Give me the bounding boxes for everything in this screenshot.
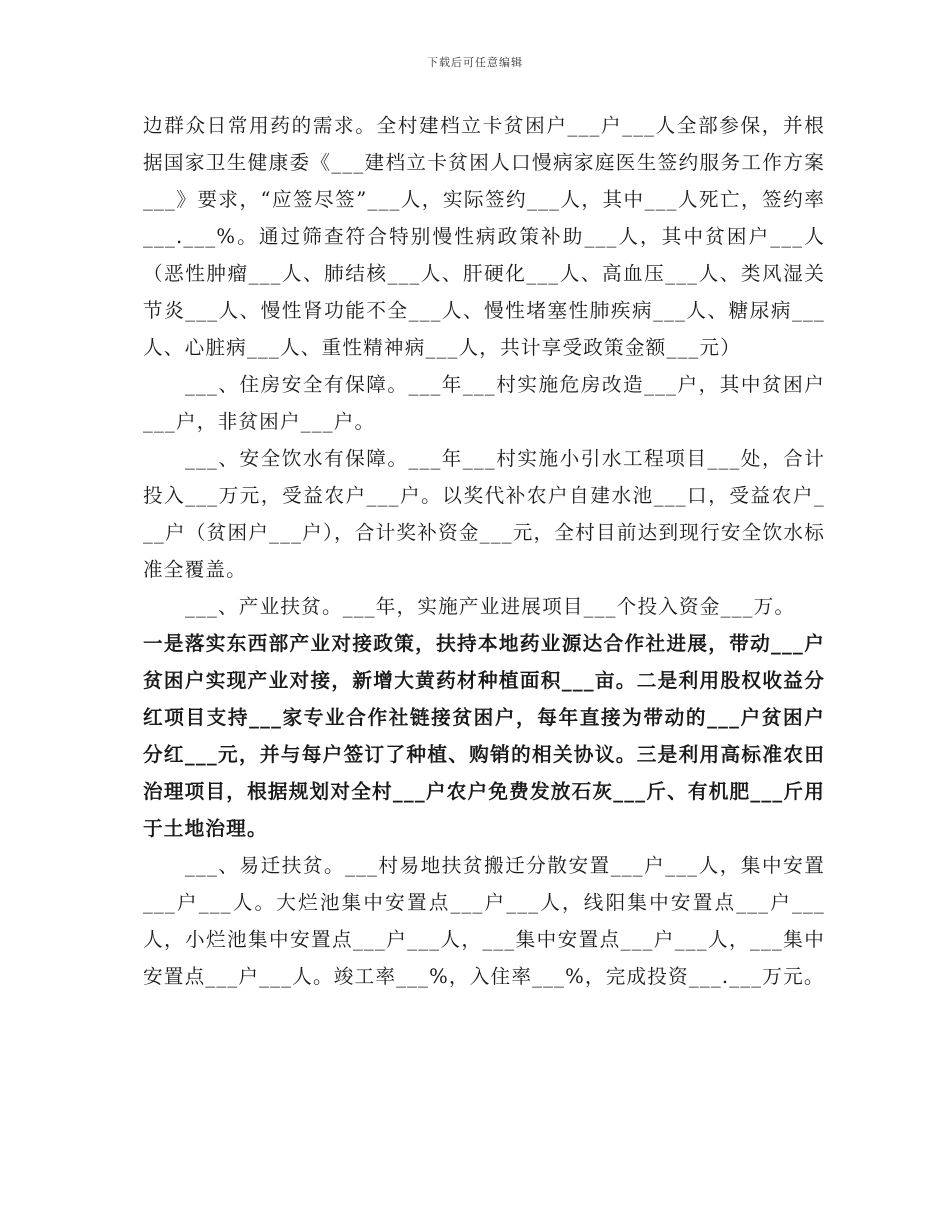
document-body [143,107,825,995]
page-header: 下载后可任意编辑 [427,56,523,69]
paragraph-industry-details: 一是落实东西部产业对接政策，扶持本地药业源达合作社进展，带动___户贫困户实现产业对接，新增大黄药材种植面积___亩。二是利用股权收益分红项目支持___家专业合作社链接贫困户，每年直接为带动的___户贫困户分红___元，并与每户签订了种植、购销的相关协议。三是利用高标准农田治理项目，根据规划对全村___户农户免费发放石灰___斤、有机肥___斤用于土地治理。 [143,632,825,840]
paragraph-industry-poverty: ___、产业扶贫。___年，实施产业进展项目___个投入资金___万。 [185,595,796,618]
paragraph-relocation: ___、易迁扶贫。___村易地扶贫搬迁分散安置___户___人，集中安置___户___人。大烂池集中安置点___户___人，线阳集中安置点___户___人，小烂池集中安置点___户___人，___集中安置点___户___人，___集中安置点___户___人。竣工率___%，入住率___%，完成投资___.___万元。 [143,854,825,988]
paragraph-drinking-water: ___、安全饮水有保障。___年___村实施小引水工程项目___处，合计投入___万元，受益农户___户。以奖代补农户自建水池___口，受益农户___户（贫困户___户），合计奖补资金___元，全村目前达到现行安全饮水标准全覆盖。 [143,447,825,581]
paragraph-health-insurance: 边群众日常用药的需求。全村建档立卡贫困户___户___人全部参保，并根据国家卫生健康委《___建档立卡贫困人口慢病家庭医生签约服务工作方案___》要求，“应签尽签”___人，实际签约___人，其中___人死亡，签约率___.___%。通过筛查符合特别慢性病政策补助___人，其中贫困户___人（恶性肿瘤___人、肺结核___人、肝硬化___人、高血压___人、类风湿关节炎___人、慢性肾功能不全___人、慢性堵塞性肺疾病___人、糖尿病___人、心脏病___人、重性精神病___人，共计享受政策金额___元） [143,114,825,359]
paragraph-housing-safety: ___、住房安全有保障。___年___村实施危房改造___户，其中贫困户___户，非贫困户___户。 [143,373,825,433]
